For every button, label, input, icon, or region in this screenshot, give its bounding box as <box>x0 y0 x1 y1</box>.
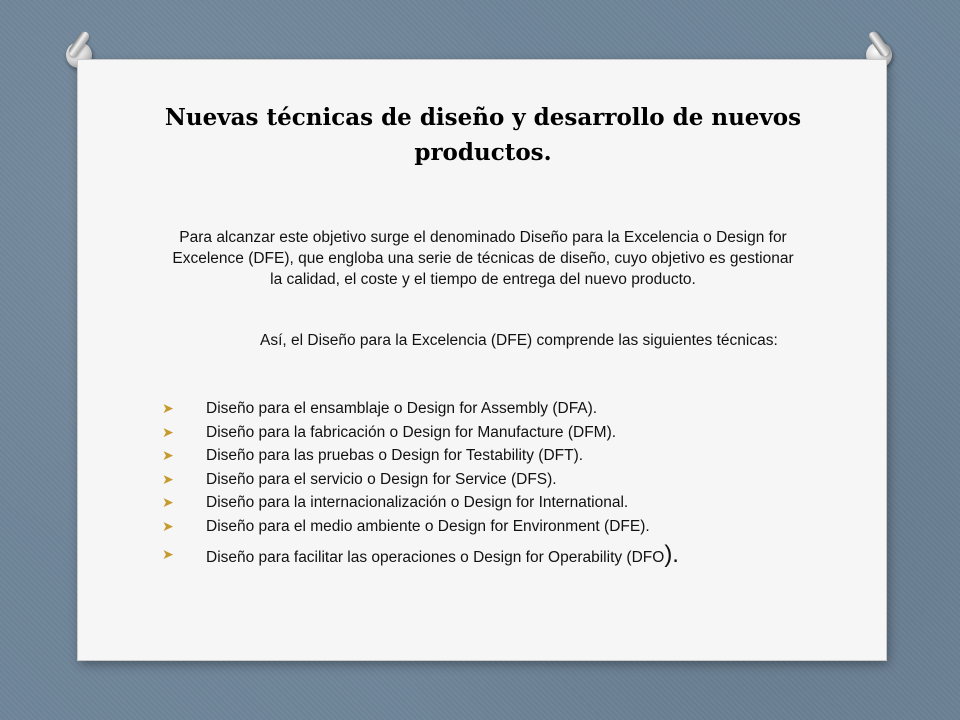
list-item-text: Diseño para la fabricación o Design for Manufacture (DFM). <box>206 423 617 441</box>
arrowhead-bullet-icon: ➤ <box>162 400 174 416</box>
technique-list <box>162 397 862 567</box>
list-item-text: Diseño para el medio ambiente o Design for Environment (DFE). <box>206 517 650 535</box>
list-item-text: Diseño para el servicio o Design for Service (DFS). <box>206 470 557 488</box>
intro-text-end: o Design for Excelence (DFE), que engloba una serie de técnicas de diseño, cuyo objetivo es gestionar la calidad, el coste y el tiempo de entrega del nuevo producto. <box>172 229 794 288</box>
list-item <box>162 543 862 567</box>
list-item-end: ). <box>664 541 679 568</box>
intro-highlight: Diseño para la Excelencia <box>519 229 699 246</box>
lead-text: Así, el Diseño para la Excelencia (DFE) comprende las siguientes técnicas: <box>260 332 778 349</box>
list-item <box>162 421 862 445</box>
intro-text-start: Para alcanzar este objetivo surge el denominado <box>179 229 520 246</box>
list-item <box>162 491 862 515</box>
list-item <box>162 444 862 468</box>
arrowhead-bullet-icon: ➤ <box>162 546 174 562</box>
list-item <box>162 397 862 421</box>
list-item-text: Diseño para el ensamblaje o Design for Assembly (DFA). <box>206 400 598 417</box>
arrowhead-bullet-icon: ➤ <box>162 470 174 487</box>
arrowhead-bullet-icon: ➤ <box>162 447 174 463</box>
arrowhead-bullet-icon: ➤ <box>162 517 174 534</box>
list-item <box>162 515 862 539</box>
intro-paragraph <box>168 227 798 290</box>
list-item <box>162 468 862 492</box>
slide-title: Nuevas técnicas de diseño y desarrollo de nuevos productos. <box>164 104 802 166</box>
arrowhead-bullet-icon: ➤ <box>162 494 174 510</box>
slide-canvas <box>78 60 886 660</box>
arrowhead-bullet-icon: ➤ <box>162 423 174 440</box>
list-item-text: Diseño para facilitar las operaciones o Design for Operability (DFO <box>206 549 665 566</box>
lead-paragraph <box>160 330 800 351</box>
list-item-text: Diseño para la internacionalización o Design for International. <box>206 494 629 511</box>
list-item-text: Diseño para las pruebas o Design for Testability (DFT). <box>206 447 584 464</box>
